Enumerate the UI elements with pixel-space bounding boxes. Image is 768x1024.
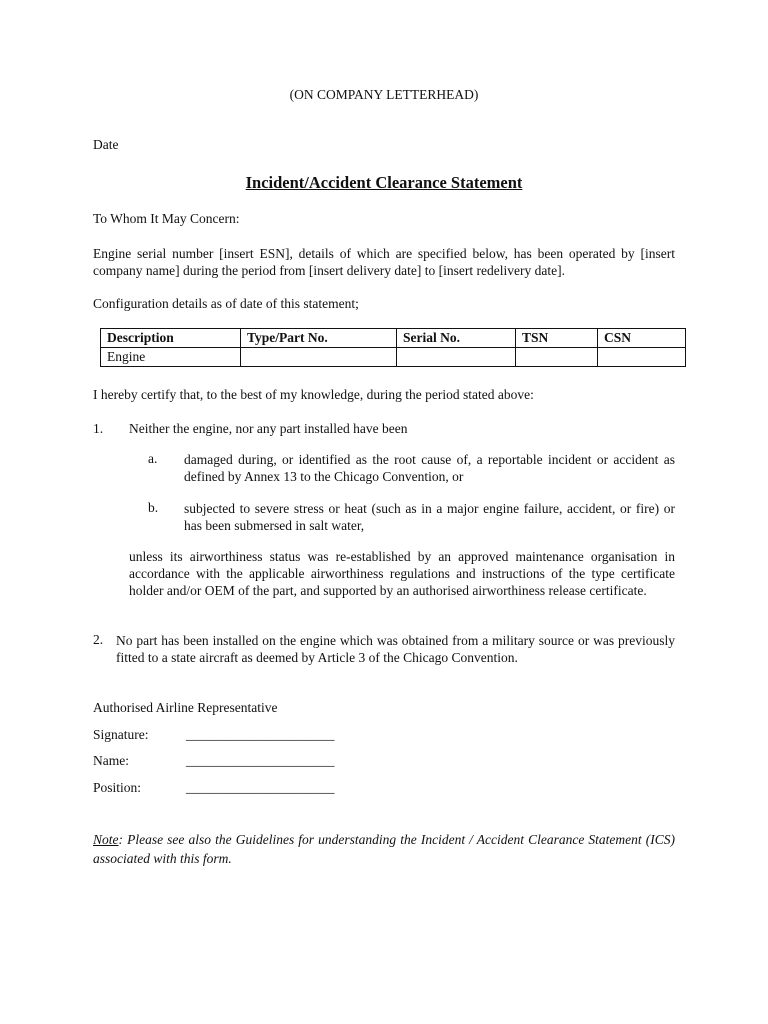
position-line: ______________________ bbox=[186, 780, 335, 795]
configuration-table bbox=[100, 328, 686, 367]
letterhead-placeholder: (ON COMPANY LETTERHEAD) bbox=[289, 87, 479, 102]
item-1-text: Neither the engine, nor any part installed have been bbox=[129, 421, 408, 436]
table-header-description: Description bbox=[101, 329, 241, 348]
item-1a-label: a. bbox=[148, 451, 158, 466]
name-label: Name: bbox=[93, 753, 129, 768]
table-cell-part-no bbox=[241, 348, 397, 367]
name-line: ______________________ bbox=[186, 753, 335, 768]
signature-label: Signature: bbox=[93, 727, 149, 742]
date-label: Date bbox=[93, 137, 119, 152]
item-1b-text: subjected to severe stress or heat (such as in a major engine failure, accident, or fire) or has been submersed in salt water, bbox=[184, 501, 675, 533]
item-1-number: 1. bbox=[93, 421, 104, 436]
position-label: Position: bbox=[93, 780, 142, 795]
note-label: Note bbox=[93, 832, 119, 847]
table-header-row bbox=[101, 329, 686, 348]
table-header-part-no: Type/Part No. bbox=[241, 329, 397, 348]
signature-heading: Authorised Airline Representative bbox=[93, 700, 278, 715]
item-1-unless-clause: unless its airworthiness status was re-established by an approved maintenance organisation in accordance with the applicable airworthiness regulations and instructions of the type certificate holder and/or OEM of the part, and supported by an authorised airworthiness release certificate. bbox=[129, 549, 675, 598]
item-1a-text: damaged during, or identified as the root cause of, a reportable incident or accident as defined by Annex 13 to the Chicago Convention, or bbox=[184, 452, 675, 484]
table-cell-serial-no bbox=[397, 348, 516, 367]
item-2-text: No part has been installed on the engine which was obtained from a military source or was previously fitted to a state aircraft as deemed by Article 3 of the Chicago Convention. bbox=[116, 633, 675, 665]
note-paragraph bbox=[93, 830, 675, 868]
salutation: To Whom It May Concern: bbox=[93, 211, 240, 226]
signature-line: ______________________ bbox=[186, 727, 335, 742]
config-intro: Configuration details as of date of this statement; bbox=[93, 296, 359, 311]
certification-lead: I hereby certify that, to the best of my knowledge, during the period stated above: bbox=[93, 387, 534, 402]
table-header-tsn: TSN bbox=[516, 329, 598, 348]
note-text: : Please see also the Guidelines for understanding the Incident / Accident Clearance Statement (ICS) associated with this form. bbox=[93, 832, 675, 866]
table-header-csn: CSN bbox=[598, 329, 686, 348]
table-header-serial-no: Serial No. bbox=[397, 329, 516, 348]
table-cell-csn bbox=[598, 348, 686, 367]
item-2-number: 2. bbox=[93, 632, 104, 647]
table-row bbox=[101, 348, 686, 367]
engine-statement: Engine serial number [insert ESN], details of which are specified below, has been operated by [insert company name] during the period from [insert delivery date] to [insert redelivery date]. bbox=[93, 246, 675, 278]
table-cell-description: Engine bbox=[101, 348, 241, 367]
table-cell-tsn bbox=[516, 348, 598, 367]
document-title: Incident/Accident Clearance Statement bbox=[245, 173, 523, 192]
item-1b-label: b. bbox=[148, 500, 159, 515]
